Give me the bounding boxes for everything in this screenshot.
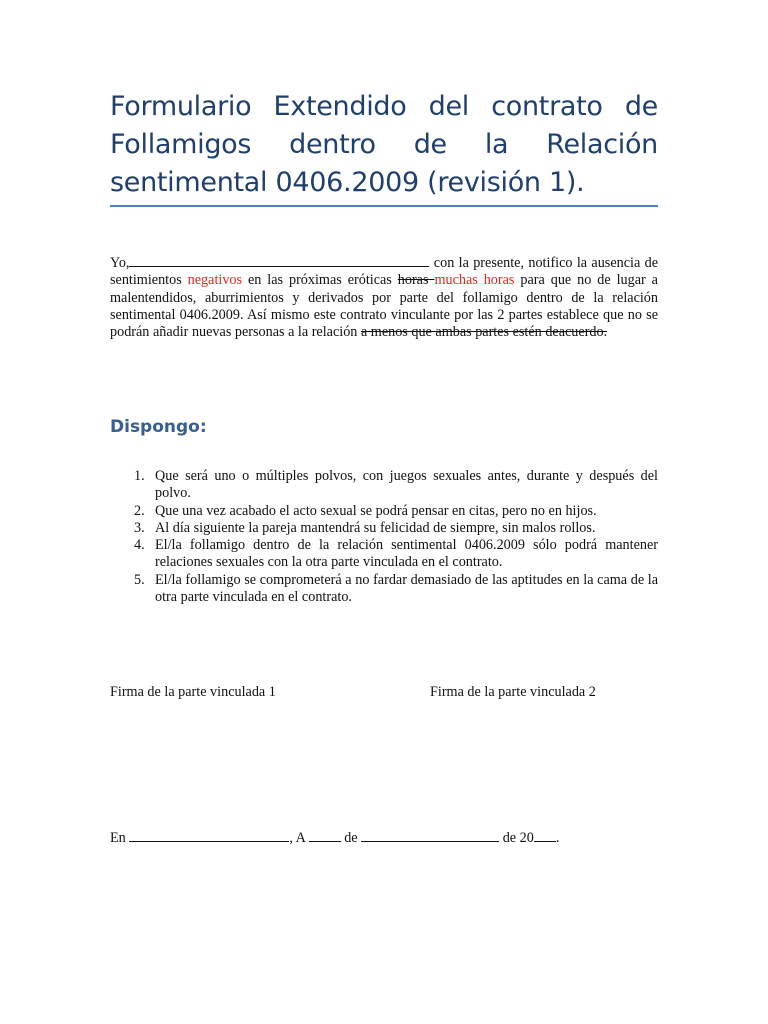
intro-text-1: con la presente, notifico la ausencia de sentimientos [110,255,658,289]
intro-paragraph [110,255,658,341]
list-item [110,503,658,520]
place-date-line [110,830,559,847]
list-item [110,468,658,503]
intro-text-3: para que no de lugar a malentendidos, aburrimientos y derivados por parte del follamigo dentro de la relación sentimental 0406.2009. Así mismo este contrato vinculante por las 2 partes establece que no se podrán añadir nuevas personas a la relación [110,272,658,341]
date-de-2: de 20 [502,830,534,846]
section-heading: Dispongo: [110,417,207,437]
clauses-list [110,468,658,606]
title-underline [110,205,658,207]
date-a: , A [289,830,306,846]
item-number: 2. [134,502,145,519]
item-text: Que será uno o múltiples polvos, con juegos sexuales antes, durante y después del polvo. [155,468,658,502]
date-end: . [555,830,560,846]
struck-horas: horas [397,272,435,289]
month-blank-line [361,830,499,842]
item-number: 4. [134,537,145,554]
item-number: 3. [134,519,145,536]
name-blank-line [129,255,429,267]
intro-yo: Yo, [110,255,130,271]
item-number: 1. [134,468,145,484]
highlight-negativos: negativos [187,272,243,289]
signature-label-party-2: Firma de la parte vinculada 2 [430,684,596,700]
item-text: Al día siguiente la pareja mantendrá su felicidad de siempre, sin malos rollos. [155,519,596,536]
list-item [110,520,658,537]
list-item [110,572,658,607]
place-en: En [110,830,126,846]
item-text: Que una vez acabado el acto sexual se podrá pensar en citas, pero no en hijos. [155,502,597,519]
signature-label-party-1: Firma de la parte vinculada 1 [110,684,276,700]
intro-text-2: en las próximas eróticas [242,272,398,289]
document-title: Formulario Extendido del contrato de Follamigos dentro de la Relación sentimental 0406.2009 (revisión 1). [110,91,658,198]
struck-ending: a menos que ambas partes estén deacuerdo. [360,324,608,341]
date-de-1: de [344,830,358,846]
item-text: El/la follamigo se comprometerá a no fardar demasiado de las aptitudes en la cama de la otra parte vinculada en el contrato. [155,571,658,606]
day-blank-line [309,830,341,842]
item-number: 5. [134,571,145,588]
place-blank-line [129,830,289,842]
list-item [110,537,658,572]
item-text: El/la follamigo dentro de la relación sentimental 0406.2009 sólo podrá mantener relaciones sexuales con la otra parte vinculada en el contrato. [155,537,658,571]
highlight-muchas-horas: muchas horas [434,272,515,289]
year-blank-line [534,830,556,842]
